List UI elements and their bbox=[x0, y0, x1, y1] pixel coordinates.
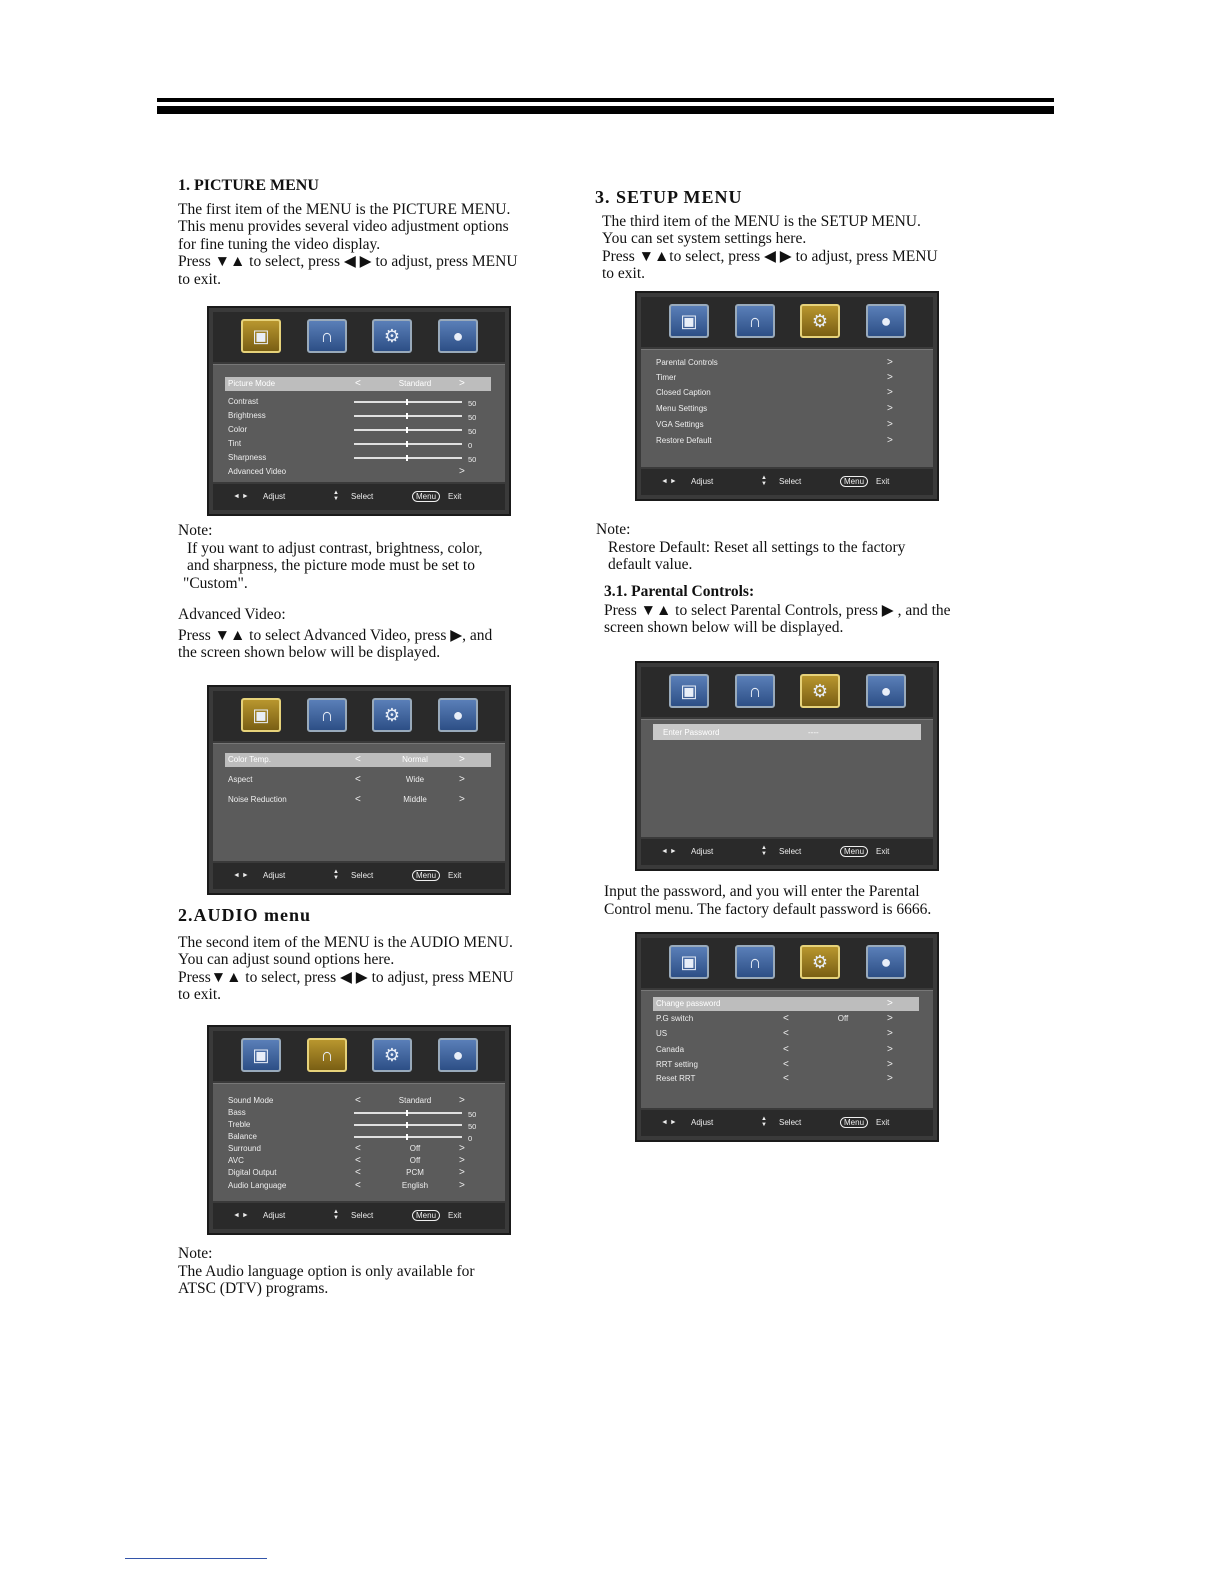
picture-line: Press ▼▲ to select, press ◀ ▶ to adjust, press MENU bbox=[178, 253, 518, 270]
setup-line: The third item of the MENU is the SETUP MENU. bbox=[602, 212, 921, 230]
left-arrow-icon: < bbox=[355, 754, 361, 765]
osd-menu-body bbox=[641, 719, 933, 837]
parental-line: screen shown below will be displayed. bbox=[604, 619, 844, 636]
right-arrow-icon: > bbox=[887, 998, 893, 1009]
headphones-icon: ∩ bbox=[735, 674, 775, 708]
slider-value: 50 bbox=[468, 1122, 477, 1131]
password-line: Input the password, and you will enter the Parental bbox=[604, 883, 920, 900]
adjust-arrows-icon: ◄ ► bbox=[661, 848, 677, 855]
camera-icon: ▣ bbox=[669, 674, 709, 708]
left-arrow-icon: < bbox=[783, 1059, 789, 1070]
menu-row-value: Off bbox=[409, 1156, 421, 1165]
globe-icon: ● bbox=[438, 698, 478, 732]
menu-row-label: Advanced Video bbox=[228, 467, 287, 476]
note-line: and sharpness, the picture mode must be set to bbox=[187, 557, 475, 574]
select-arrows-icon: ▲▼ bbox=[333, 490, 339, 502]
slider-track bbox=[354, 1112, 462, 1114]
menu-row bbox=[653, 402, 919, 416]
slider-knob bbox=[406, 455, 408, 461]
footer-adjust-label: Adjust bbox=[263, 492, 286, 501]
gear-icon: ⚙ bbox=[800, 945, 840, 979]
select-arrows-icon: ▲▼ bbox=[333, 1209, 339, 1221]
slider-knob bbox=[406, 1134, 408, 1140]
menu-row bbox=[653, 418, 919, 432]
slider-track bbox=[354, 415, 462, 417]
left-arrow-icon: < bbox=[783, 1044, 789, 1055]
adjust-arrows-icon: ◄ ► bbox=[233, 493, 249, 500]
menu-row-label: Digital Output bbox=[228, 1168, 277, 1177]
footer-exit-label: Exit bbox=[448, 871, 462, 880]
picture-title: 1. PICTURE MENU bbox=[178, 177, 319, 194]
picture-line: for fine tuning the video display. bbox=[178, 235, 381, 253]
menu-row-value: Wide bbox=[405, 775, 425, 784]
right-arrow-icon: > bbox=[459, 1180, 465, 1191]
right-arrow-icon: > bbox=[887, 1013, 893, 1024]
osd-icon-bar bbox=[641, 938, 933, 988]
right-arrow-icon: > bbox=[459, 1155, 465, 1166]
footer-exit-label: Exit bbox=[448, 1211, 462, 1220]
menu-row bbox=[653, 1043, 919, 1057]
left-arrow-icon: < bbox=[355, 774, 361, 785]
menu-row-label: Balance bbox=[228, 1132, 257, 1141]
slider-track bbox=[354, 429, 462, 431]
setup-line: Press ▼▲to select, press ◀ ▶ to adjust, press MENU bbox=[602, 247, 938, 265]
select-arrows-icon: ▲▼ bbox=[761, 475, 767, 487]
slider-track bbox=[354, 457, 462, 459]
note-title: Note: bbox=[596, 521, 631, 538]
osd-icon-bar bbox=[213, 691, 505, 741]
right-arrow-icon: > bbox=[459, 1167, 465, 1178]
right-arrow-icon: > bbox=[459, 378, 465, 389]
menu-row-label: Bass bbox=[228, 1108, 246, 1117]
slider-track bbox=[354, 1136, 462, 1138]
headphones-icon: ∩ bbox=[307, 698, 347, 732]
footer-adjust-label: Adjust bbox=[691, 477, 714, 486]
menu-button-icon: Menu bbox=[840, 1117, 868, 1128]
footer-select-label: Select bbox=[351, 871, 374, 880]
adv-line: Press ▼▲ to select Advanced Video, press ▶, and bbox=[178, 626, 493, 644]
headphones-icon: ∩ bbox=[307, 319, 347, 353]
menu-row-label: Aspect bbox=[228, 775, 253, 784]
setup-note bbox=[596, 521, 905, 574]
slider-track bbox=[354, 401, 462, 403]
note-title: Note: bbox=[178, 522, 213, 539]
osd-footer bbox=[213, 484, 505, 510]
slider-track bbox=[354, 443, 462, 445]
footer-exit-label: Exit bbox=[876, 477, 890, 486]
advanced-video-text bbox=[178, 606, 492, 662]
slider-track bbox=[354, 1124, 462, 1126]
right-arrow-icon: > bbox=[887, 387, 893, 398]
menu-row-label: Parental Controls bbox=[656, 358, 718, 367]
audio-line: to exit. bbox=[178, 986, 222, 1003]
osd-icon-bar bbox=[213, 312, 505, 362]
password-text bbox=[604, 883, 931, 918]
footer-adjust-label: Adjust bbox=[691, 847, 714, 856]
menu-row-label: Menu Settings bbox=[656, 404, 708, 413]
camera-icon: ▣ bbox=[241, 1038, 281, 1072]
menu-row-label: Picture Mode bbox=[228, 379, 276, 388]
gear-icon: ⚙ bbox=[800, 304, 840, 338]
adjust-arrows-icon: ◄ ► bbox=[233, 1212, 249, 1219]
right-arrow-icon: > bbox=[459, 794, 465, 805]
osd-menu-body bbox=[213, 1083, 505, 1201]
menu-row bbox=[225, 753, 491, 767]
right-arrow-icon: > bbox=[459, 774, 465, 785]
right-arrow-icon: > bbox=[887, 1044, 893, 1055]
slider-value: 50 bbox=[468, 413, 477, 422]
slider-knob bbox=[406, 399, 408, 405]
slider-knob bbox=[406, 413, 408, 419]
menu-row-value: Off bbox=[409, 1144, 421, 1153]
footer-select-label: Select bbox=[779, 847, 802, 856]
right-arrow-icon: > bbox=[887, 1073, 893, 1084]
menu-row bbox=[225, 437, 491, 451]
left-arrow-icon: < bbox=[355, 794, 361, 805]
footer-select-label: Select bbox=[351, 1211, 374, 1220]
menu-row-label: US bbox=[656, 1029, 668, 1038]
osd-parental-menu bbox=[635, 932, 939, 1142]
footer-adjust-label: Adjust bbox=[691, 1118, 714, 1127]
note-line: If you want to adjust contrast, brightness, color, bbox=[187, 539, 483, 557]
menu-row bbox=[653, 1012, 919, 1026]
menu-row bbox=[225, 793, 491, 807]
menu-row bbox=[225, 773, 491, 787]
gear-icon: ⚙ bbox=[372, 319, 412, 353]
footer-adjust-label: Adjust bbox=[263, 1211, 286, 1220]
headphones-icon: ∩ bbox=[735, 945, 775, 979]
menu-row-label: P.G switch bbox=[656, 1014, 694, 1023]
left-arrow-icon: < bbox=[355, 1095, 361, 1106]
left-arrow-icon: < bbox=[355, 1143, 361, 1154]
slider-value: 50 bbox=[468, 427, 477, 436]
left-arrow-icon: < bbox=[355, 1155, 361, 1166]
menu-row-label: Canada bbox=[656, 1045, 685, 1054]
globe-icon: ● bbox=[866, 674, 906, 708]
osd-footer bbox=[641, 839, 933, 865]
select-arrows-icon: ▲▼ bbox=[761, 845, 767, 857]
menu-row-label: Audio Language bbox=[228, 1181, 287, 1190]
picture-line: This menu provides several video adjustment options bbox=[178, 218, 509, 235]
menu-row-value: Standard bbox=[398, 379, 432, 388]
audio-line: Press▼▲ to select, press ◀ ▶ to adjust, press MENU bbox=[178, 968, 514, 986]
right-arrow-icon: > bbox=[459, 1095, 465, 1106]
globe-icon: ● bbox=[866, 945, 906, 979]
menu-row-label: Restore Default bbox=[656, 436, 712, 445]
left-arrow-icon: < bbox=[783, 1013, 789, 1024]
footer-link-rule bbox=[125, 1558, 267, 1559]
slider-knob bbox=[406, 1122, 408, 1128]
note-title: Note: bbox=[178, 1245, 213, 1262]
camera-icon: ▣ bbox=[241, 698, 281, 732]
osd-audio-menu bbox=[207, 1025, 511, 1235]
camera-icon: ▣ bbox=[669, 304, 709, 338]
osd-menu-body bbox=[641, 349, 933, 467]
menu-row bbox=[225, 1166, 491, 1180]
menu-row bbox=[653, 356, 919, 370]
adjust-arrows-icon: ◄ ► bbox=[233, 872, 249, 879]
header-rule-thick bbox=[157, 106, 1054, 114]
menu-row bbox=[653, 371, 919, 385]
right-arrow-icon: > bbox=[887, 1059, 893, 1070]
camera-icon: ▣ bbox=[669, 945, 709, 979]
slider-value: 0 bbox=[468, 441, 473, 450]
right-arrow-icon: > bbox=[887, 357, 893, 368]
note-line: default value. bbox=[608, 556, 693, 573]
picture-section bbox=[178, 177, 518, 288]
menu-row bbox=[225, 465, 491, 479]
headphones-icon: ∩ bbox=[735, 304, 775, 338]
password-label: Enter Password bbox=[663, 728, 720, 737]
right-arrow-icon: > bbox=[459, 1143, 465, 1154]
menu-row bbox=[225, 1179, 491, 1193]
picture-line: to exit. bbox=[178, 270, 222, 288]
menu-row-label: Sound Mode bbox=[228, 1096, 274, 1105]
menu-button-icon: Menu bbox=[412, 491, 440, 502]
setup-section bbox=[595, 189, 938, 283]
note-line: Restore Default: Reset all settings to the factory bbox=[608, 538, 906, 556]
osd-advanced-video bbox=[207, 685, 511, 895]
adjust-arrows-icon: ◄ ► bbox=[661, 1119, 677, 1126]
globe-icon: ● bbox=[438, 1038, 478, 1072]
osd-footer bbox=[641, 1110, 933, 1136]
menu-row-label: Treble bbox=[228, 1120, 251, 1129]
slider-knob bbox=[406, 441, 408, 447]
menu-row-label: Noise Reduction bbox=[228, 795, 287, 804]
menu-button-icon: Menu bbox=[412, 1210, 440, 1221]
right-arrow-icon: > bbox=[887, 372, 893, 383]
audio-section bbox=[178, 907, 514, 1004]
menu-row bbox=[653, 997, 919, 1011]
footer-exit-label: Exit bbox=[876, 1118, 890, 1127]
globe-icon: ● bbox=[866, 304, 906, 338]
audio-note bbox=[178, 1245, 475, 1298]
menu-button-icon: Menu bbox=[840, 846, 868, 857]
slider-knob bbox=[406, 1110, 408, 1116]
menu-row bbox=[653, 1072, 919, 1086]
menu-row-label: VGA Settings bbox=[656, 420, 704, 429]
footer-select-label: Select bbox=[779, 1118, 802, 1127]
audio-title: 2.AUDIO menu bbox=[178, 905, 312, 925]
adjust-arrows-icon: ◄ ► bbox=[661, 478, 677, 485]
osd-menu-body bbox=[213, 364, 505, 482]
menu-row bbox=[653, 434, 919, 448]
menu-row bbox=[225, 451, 491, 465]
picture-note bbox=[178, 522, 483, 592]
menu-button-icon: Menu bbox=[412, 870, 440, 881]
osd-menu-body bbox=[213, 743, 505, 861]
left-arrow-icon: < bbox=[355, 1167, 361, 1178]
menu-button-icon: Menu bbox=[840, 476, 868, 487]
slider-value: 50 bbox=[468, 399, 477, 408]
left-arrow-icon: < bbox=[355, 378, 361, 389]
audio-line: You can adjust sound options here. bbox=[178, 951, 395, 968]
menu-row bbox=[225, 423, 491, 437]
slider-value: 0 bbox=[468, 1134, 473, 1143]
menu-row bbox=[225, 409, 491, 423]
left-arrow-icon: < bbox=[783, 1028, 789, 1039]
menu-row bbox=[653, 1058, 919, 1072]
picture-line: The first item of the MENU is the PICTURE MENU. bbox=[178, 200, 511, 218]
slider-value: 50 bbox=[468, 455, 477, 464]
menu-row-value: PCM bbox=[406, 1168, 424, 1177]
menu-row-label: Closed Caption bbox=[656, 388, 711, 397]
parental-title: 3.1. Parental Controls: bbox=[604, 583, 755, 600]
setup-title: 3. SETUP MENU bbox=[595, 187, 743, 207]
menu-row-label: Surround bbox=[228, 1144, 261, 1153]
osd-footer bbox=[213, 1203, 505, 1229]
adv-title: Advanced Video: bbox=[178, 606, 286, 623]
menu-row-label: Color Temp. bbox=[228, 755, 271, 764]
adv-line: the screen shown below will be displayed. bbox=[178, 644, 441, 661]
password-value: ---- bbox=[808, 728, 819, 737]
osd-password-screen bbox=[635, 661, 939, 871]
select-arrows-icon: ▲▼ bbox=[761, 1116, 767, 1128]
left-arrow-icon: < bbox=[783, 1073, 789, 1084]
menu-row bbox=[653, 386, 919, 400]
footer-select-label: Select bbox=[351, 492, 374, 501]
left-arrow-icon: < bbox=[355, 1180, 361, 1191]
note-line: ATSC (DTV) programs. bbox=[178, 1280, 329, 1297]
osd-picture-menu bbox=[207, 306, 511, 516]
menu-row-label: Timer bbox=[656, 373, 677, 382]
menu-row bbox=[653, 1027, 919, 1041]
menu-row-label: Brightness bbox=[228, 411, 266, 420]
osd-footer bbox=[641, 469, 933, 495]
gear-icon: ⚙ bbox=[372, 698, 412, 732]
footer-exit-label: Exit bbox=[448, 492, 462, 501]
right-arrow-icon: > bbox=[459, 754, 465, 765]
osd-footer bbox=[213, 863, 505, 889]
menu-row-value: Normal bbox=[402, 755, 428, 764]
footer-select-label: Select bbox=[779, 477, 802, 486]
gear-icon: ⚙ bbox=[800, 674, 840, 708]
note-line: The Audio language option is only available for bbox=[178, 1262, 475, 1280]
menu-row-label: Reset RRT bbox=[656, 1074, 696, 1083]
right-arrow-icon: > bbox=[459, 466, 465, 477]
osd-icon-bar bbox=[641, 297, 933, 347]
globe-icon: ● bbox=[438, 319, 478, 353]
parental-line: Press ▼▲ to select Parental Controls, press ▶ , and the bbox=[604, 601, 951, 619]
slider-knob bbox=[406, 427, 408, 433]
menu-row-label: RRT setting bbox=[656, 1060, 698, 1069]
setup-line: to exit. bbox=[602, 265, 646, 282]
right-arrow-icon: > bbox=[887, 419, 893, 430]
note-line: "Custom". bbox=[183, 574, 248, 592]
menu-row-label: Change password bbox=[656, 999, 721, 1008]
menu-row-label: Color bbox=[228, 425, 248, 434]
osd-icon-bar bbox=[641, 667, 933, 717]
slider-value: 50 bbox=[468, 1110, 477, 1119]
osd-setup-menu bbox=[635, 291, 939, 501]
right-arrow-icon: > bbox=[887, 1028, 893, 1039]
menu-row-label: Tint bbox=[228, 439, 242, 448]
setup-line: You can set system settings here. bbox=[602, 230, 807, 247]
footer-adjust-label: Adjust bbox=[263, 871, 286, 880]
menu-row bbox=[225, 377, 491, 391]
menu-row-label: AVC bbox=[228, 1156, 244, 1165]
footer-exit-label: Exit bbox=[876, 847, 890, 856]
right-arrow-icon: > bbox=[887, 435, 893, 446]
osd-menu-body bbox=[641, 990, 933, 1108]
headphones-icon: ∩ bbox=[307, 1038, 347, 1072]
password-line: Control menu. The factory default password is 6666. bbox=[604, 900, 932, 918]
right-arrow-icon: > bbox=[887, 403, 893, 414]
menu-row-value: Middle bbox=[403, 795, 427, 804]
audio-line: The second item of the MENU is the AUDIO MENU. bbox=[178, 933, 513, 951]
menu-row-value: Off bbox=[837, 1014, 849, 1023]
gear-icon: ⚙ bbox=[372, 1038, 412, 1072]
osd-icon-bar bbox=[213, 1031, 505, 1081]
menu-row-value: Standard bbox=[398, 1096, 432, 1105]
menu-row bbox=[225, 395, 491, 409]
parental-section bbox=[604, 583, 951, 637]
menu-row-value: English bbox=[401, 1181, 429, 1190]
select-arrows-icon: ▲▼ bbox=[333, 869, 339, 881]
password-field bbox=[653, 724, 921, 740]
header-rule-thin bbox=[157, 98, 1054, 102]
menu-row-label: Contrast bbox=[228, 397, 259, 406]
camera-icon: ▣ bbox=[241, 319, 281, 353]
menu-row-label: Sharpness bbox=[228, 453, 267, 462]
